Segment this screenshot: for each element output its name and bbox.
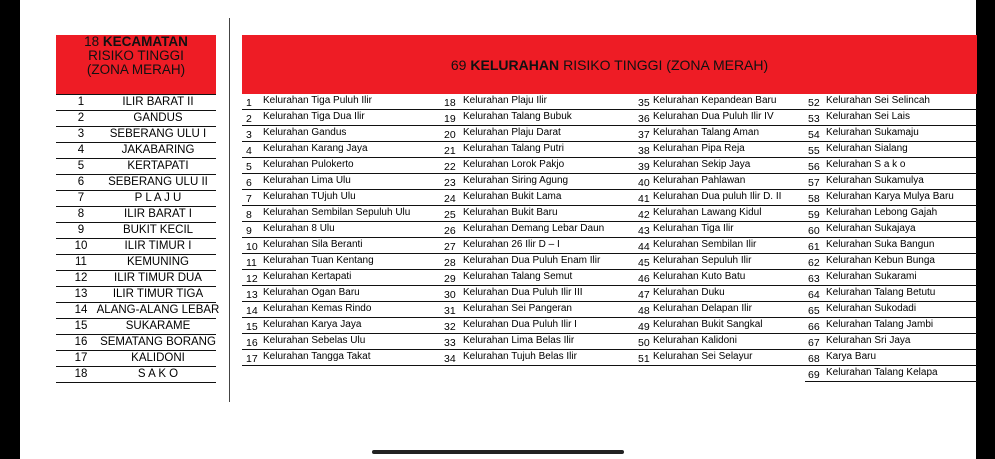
kelurahan-row	[242, 190, 440, 206]
kelurahan-name: Kelurahan Sei Selayur	[653, 351, 753, 362]
kelurahan-row	[440, 126, 634, 142]
kelurahan-row	[440, 174, 634, 190]
kelurahan-name: Kelurahan Sukajaya	[826, 223, 916, 234]
kelurahan-name: Kelurahan Sekip Jaya	[653, 159, 751, 170]
kecamatan-name: KALIDONI	[131, 352, 185, 364]
kelurahan-name: Kelurahan Pipa Reja	[653, 143, 745, 154]
kelurahan-row	[242, 350, 440, 366]
kelurahan-name: Kelurahan Talang Jambi	[826, 319, 934, 330]
kelurahan-name: Kelurahan Suka Bangun	[826, 239, 935, 250]
kelurahan-row	[805, 366, 977, 382]
kelurahan-number: 52	[808, 97, 820, 109]
kelurahan-row	[805, 158, 977, 174]
kelurahan-name: Kelurahan Gandus	[263, 127, 347, 138]
kelurahan-row	[805, 270, 977, 286]
kelurahan-row	[805, 110, 977, 126]
kecamatan-number: 3	[77, 128, 85, 140]
kelurahan-number: 24	[444, 193, 456, 205]
kelurahan-row	[440, 334, 634, 350]
kelurahan-name: Kelurahan Dua puluh Ilir D. II	[653, 191, 782, 202]
kelurahan-row	[440, 190, 634, 206]
kelurahan-name: Kelurahan Sukamulya	[826, 175, 924, 186]
kelurahan-name: Kelurahan Kalidoni	[653, 335, 737, 346]
kecamatan-name: SEBERANG ULU I	[109, 128, 207, 140]
kecamatan-number: 2	[77, 112, 85, 124]
kelurahan-row	[242, 238, 440, 254]
kelurahan-name: Kelurahan Karya Jaya	[263, 319, 362, 330]
kelurahan-number: 55	[808, 145, 820, 157]
kelurahan-name: Kelurahan Sepuluh Ilir	[653, 255, 752, 266]
kelurahan-number: 14	[246, 305, 258, 317]
kecamatan-row	[56, 127, 216, 143]
kecamatan-row	[56, 303, 220, 319]
kelurahan-header	[242, 35, 977, 94]
kecamatan-name: GANDUS	[133, 112, 183, 124]
kelurahan-row	[242, 270, 440, 286]
kelurahan-number: 45	[638, 257, 650, 269]
kelurahan-name: Kelurahan S a k o	[826, 159, 906, 170]
kelurahan-name: Kelurahan TUjuh Ulu	[263, 191, 356, 202]
kecamatan-name: ILIR TIMUR I	[124, 240, 192, 252]
kelurahan-number: 65	[808, 305, 820, 317]
kelurahan-number: 60	[808, 225, 820, 237]
kelurahan-number: 10	[246, 241, 258, 253]
kelurahan-name: Kelurahan Pahlawan	[653, 175, 746, 186]
kecamatan-row	[56, 143, 216, 159]
kelurahan-name: Kelurahan Ogan Baru	[263, 287, 360, 298]
kelurahan-row	[242, 334, 440, 350]
kecamatan-header-title: KECAMATAN	[102, 35, 188, 49]
kelurahan-name: Kelurahan Sri Jaya	[826, 335, 911, 346]
kecamatan-number: 9	[77, 224, 85, 236]
kelurahan-number: 48	[638, 305, 650, 317]
kelurahan-row	[440, 350, 634, 366]
kelurahan-name: Kelurahan Tiga Ilir	[653, 223, 734, 234]
kelurahan-number: 20	[444, 129, 456, 141]
kelurahan-name: Kelurahan 26 Ilir D – I	[463, 239, 560, 250]
kecamatan-name: P L A J U	[134, 192, 182, 204]
kelurahan-number: 44	[638, 241, 650, 253]
kelurahan-name: Kelurahan Sei Pangeran	[463, 303, 572, 314]
kelurahan-name: Kelurahan Sukodadi	[826, 303, 917, 314]
kelurahan-name: Kelurahan Tiga Dua Ilir	[263, 111, 365, 122]
kecamatan-name: ILIR TIMUR TIGA	[112, 288, 204, 300]
kelurahan-name: Kelurahan Sembilan Ilir	[653, 239, 757, 250]
kelurahan-row	[242, 206, 440, 222]
kelurahan-number: 25	[444, 209, 456, 221]
kelurahan-name: Kelurahan Dua Puluh Enam Ilir	[463, 255, 601, 266]
kecamatan-header-line3: (ZONA MERAH)	[86, 62, 186, 77]
kelurahan-name: Kelurahan Talang Betutu	[826, 287, 936, 298]
kecamatan-row	[56, 175, 216, 191]
kecamatan-row	[56, 271, 216, 287]
kelurahan-row	[634, 142, 805, 158]
kelurahan-number: 18	[444, 97, 456, 109]
kelurahan-row	[805, 254, 977, 270]
kelurahan-number: 43	[638, 225, 650, 237]
kelurahan-row	[634, 222, 805, 238]
kelurahan-header-title: KELURAHAN	[470, 56, 560, 73]
kelurahan-name: Kelurahan Demang Lebar Daun	[463, 223, 605, 234]
kelurahan-name: Kelurahan Sila Beranti	[263, 239, 363, 250]
kelurahan-row	[805, 190, 977, 206]
kelurahan-row	[440, 94, 634, 110]
kelurahan-row	[440, 206, 634, 222]
kelurahan-name: Kelurahan Duku	[653, 287, 725, 298]
kecamatan-number: 7	[77, 192, 85, 204]
kelurahan-number: 59	[808, 209, 820, 221]
kelurahan-row	[634, 110, 805, 126]
kelurahan-number: 4	[246, 145, 252, 157]
kelurahan-name: Kelurahan Plaju Darat	[463, 127, 561, 138]
kelurahan-name: Kelurahan Talang Aman	[653, 127, 760, 138]
kecamatan-name: SEMATANG BORANG	[100, 336, 216, 348]
kelurahan-row	[242, 158, 440, 174]
kecamatan-row	[56, 335, 216, 351]
kelurahan-name: Kelurahan Lorok Pakjo	[463, 159, 565, 170]
kecamatan-number: 14	[74, 304, 88, 316]
kelurahan-row	[634, 302, 805, 318]
kecamatan-name: S A K O	[137, 368, 179, 380]
kelurahan-row	[805, 206, 977, 222]
kecamatan-name: JAKABARING	[121, 144, 195, 156]
kelurahan-number: 27	[444, 241, 456, 253]
kelurahan-name: Kelurahan Sembilan Sepuluh Ulu	[263, 207, 411, 218]
kecamatan-number: 6	[77, 176, 85, 188]
kecamatan-row	[56, 191, 216, 207]
kelurahan-number: 42	[638, 209, 650, 221]
kelurahan-row	[805, 318, 977, 334]
kecamatan-table	[56, 94, 220, 383]
kelurahan-number: 58	[808, 193, 820, 205]
kelurahan-number: 15	[246, 321, 258, 333]
kecamatan-row	[56, 159, 216, 175]
kelurahan-row	[634, 190, 805, 206]
kelurahan-name: Kelurahan Talang Bubuk	[463, 111, 572, 122]
kelurahan-name: Kelurahan Siring Agung	[463, 175, 569, 186]
kelurahan-row	[440, 142, 634, 158]
kelurahan-name: Kelurahan Sei Selincah	[826, 95, 930, 106]
kelurahan-name: Kelurahan Lima Belas Ilir	[463, 335, 575, 346]
kelurahan-number: 33	[444, 337, 456, 349]
kelurahan-row	[634, 238, 805, 254]
kecamatan-name: ILIR BARAT II	[122, 96, 194, 108]
kelurahan-name: Kelurahan Tangga Takat	[263, 351, 371, 362]
kelurahan-name: Kelurahan Lawang Kidul	[653, 207, 762, 218]
kelurahan-number: 69	[808, 369, 820, 381]
kelurahan-name: Karya Baru	[826, 351, 877, 362]
kelurahan-name: Kelurahan Sukarami	[826, 271, 917, 282]
kelurahan-row	[634, 270, 805, 286]
kelurahan-row	[440, 222, 634, 238]
kecamatan-header	[56, 35, 216, 94]
kelurahan-number: 35	[638, 97, 650, 109]
kelurahan-number: 57	[808, 177, 820, 189]
kelurahan-name: Kelurahan Karya Mulya Baru	[826, 191, 954, 202]
kelurahan-row	[634, 126, 805, 142]
kecamatan-number: 5	[77, 160, 85, 172]
kelurahan-row	[805, 126, 977, 142]
kelurahan-number: 8	[246, 209, 252, 221]
kecamatan-row	[56, 255, 216, 271]
kelurahan-name: Kelurahan Lebong Gajah	[826, 207, 938, 218]
kelurahan-row	[634, 334, 805, 350]
kelurahan-name: Kelurahan Pulokerto	[263, 159, 354, 170]
kelurahan-number: 17	[246, 353, 258, 365]
kelurahan-name: Kelurahan Tuan Kentang	[263, 255, 374, 266]
kecamatan-name: SUKARAME	[125, 320, 191, 332]
kelurahan-column-4	[805, 94, 977, 382]
kelurahan-name: Kelurahan Kertapati	[263, 271, 352, 282]
kelurahan-number: 46	[638, 273, 650, 285]
kelurahan-row	[242, 94, 440, 110]
kelurahan-row	[440, 158, 634, 174]
kelurahan-row	[242, 222, 440, 238]
kelurahan-row	[242, 302, 440, 318]
kelurahan-number: 13	[246, 289, 258, 301]
kelurahan-number: 11	[246, 257, 257, 269]
kelurahan-number: 64	[808, 289, 820, 301]
kelurahan-row	[440, 318, 634, 334]
kelurahan-row	[440, 238, 634, 254]
kelurahan-row	[634, 206, 805, 222]
kecamatan-row	[56, 367, 216, 383]
kelurahan-number: 54	[808, 129, 820, 141]
kelurahan-row	[805, 142, 977, 158]
kecamatan-number: 15	[74, 320, 88, 332]
kelurahan-name: Kelurahan Kuto Batu	[653, 271, 746, 282]
kecamatan-number: 1	[77, 96, 85, 108]
kelurahan-name: Kelurahan Kebun Bunga	[826, 255, 935, 266]
kelurahan-row	[805, 94, 977, 110]
kelurahan-number: 3	[246, 129, 252, 141]
kelurahan-name: Kelurahan Bukit Lama	[463, 191, 562, 202]
kecamatan-name: KEMUNING	[127, 256, 189, 268]
kelurahan-number: 47	[638, 289, 650, 301]
kecamatan-count: 18	[84, 35, 100, 49]
kecamatan-number: 10	[74, 240, 88, 252]
kelurahan-number: 19	[444, 113, 456, 125]
kecamatan-number: 12	[74, 272, 88, 284]
kelurahan-number: 38	[638, 145, 650, 157]
kelurahan-row	[242, 286, 440, 302]
kelurahan-row	[242, 254, 440, 270]
kelurahan-row	[805, 286, 977, 302]
kelurahan-name: Kelurahan Sebelas Ulu	[263, 335, 366, 346]
kelurahan-row	[242, 126, 440, 142]
kelurahan-name: Kelurahan Sukamaju	[826, 127, 919, 138]
kelurahan-number: 22	[444, 161, 456, 173]
kelurahan-number: 7	[246, 193, 252, 205]
kelurahan-row	[634, 158, 805, 174]
kelurahan-row	[634, 286, 805, 302]
kelurahan-number: 37	[638, 129, 650, 141]
kelurahan-number: 23	[444, 177, 456, 189]
kelurahan-name: Kelurahan Talang Kelapa	[826, 367, 938, 378]
kelurahan-number: 31	[444, 305, 456, 317]
kecamatan-row	[56, 111, 216, 127]
kelurahan-name: Kelurahan Lima Ulu	[263, 175, 351, 186]
kelurahan-count: 69	[450, 56, 467, 73]
kelurahan-row	[805, 334, 977, 350]
kelurahan-number: 6	[246, 177, 252, 189]
kelurahan-name: Kelurahan Tujuh Belas Ilir	[463, 351, 577, 362]
kelurahan-column-2	[440, 94, 634, 366]
kelurahan-row	[634, 318, 805, 334]
kelurahan-number: 62	[808, 257, 820, 269]
kelurahan-number: 2	[246, 113, 252, 125]
kelurahan-name: Kelurahan Bukit Baru	[463, 207, 558, 218]
kelurahan-row	[634, 254, 805, 270]
kelurahan-name: Kelurahan Talang Semut	[463, 271, 573, 282]
kecamatan-row	[56, 239, 216, 255]
kelurahan-name: Kelurahan Kepandean Baru	[653, 95, 777, 106]
kelurahan-row	[440, 286, 634, 302]
kelurahan-header-rest: RISIKO TINGGI (ZONA MERAH)	[563, 56, 769, 73]
kelurahan-number: 39	[638, 161, 650, 173]
kecamatan-name: SEBERANG ULU II	[108, 176, 208, 188]
kelurahan-number: 41	[638, 193, 650, 205]
kelurahan-number: 29	[444, 273, 456, 285]
kelurahan-row	[805, 238, 977, 254]
kelurahan-row	[242, 318, 440, 334]
kelurahan-number: 21	[444, 145, 456, 157]
kelurahan-name: Kelurahan Dua Puluh Ilir III	[463, 287, 583, 298]
kelurahan-row	[805, 174, 977, 190]
kecamatan-row	[56, 207, 216, 223]
kelurahan-number: 1	[246, 97, 252, 109]
document-page	[20, 0, 976, 459]
kecamatan-name: ALANG-ALANG LEBAR	[96, 304, 220, 316]
kelurahan-number: 16	[246, 337, 258, 349]
kelurahan-column-3	[634, 94, 805, 366]
kecamatan-number: 18	[74, 368, 88, 380]
kelurahan-number: 30	[444, 289, 456, 301]
kelurahan-name: Kelurahan Kemas Rindo	[263, 303, 372, 314]
kelurahan-number: 66	[808, 321, 820, 333]
kelurahan-number: 12	[246, 273, 258, 285]
kelurahan-name: Kelurahan Tiga Puluh Ilir	[263, 95, 372, 106]
kelurahan-row	[634, 94, 805, 110]
kelurahan-row	[242, 110, 440, 126]
kecamatan-name: BUKIT KECIL	[122, 224, 194, 236]
kelurahan-number: 63	[808, 273, 820, 285]
kelurahan-number: 36	[638, 113, 650, 125]
kelurahan-number: 34	[444, 353, 456, 365]
kelurahan-row	[242, 174, 440, 190]
kelurahan-name: Kelurahan Dua Puluh Ilir IV	[653, 111, 774, 122]
kelurahan-row	[805, 350, 977, 366]
kelurahan-row	[242, 142, 440, 158]
kecamatan-number: 8	[77, 208, 85, 220]
kecamatan-row	[56, 223, 216, 239]
kecamatan-name: ILIR BARAT I	[124, 208, 192, 220]
kecamatan-row	[56, 351, 216, 367]
kelurahan-name: Kelurahan Delapan Ilir	[653, 303, 752, 314]
vertical-divider	[229, 18, 230, 402]
kecamatan-row	[56, 287, 216, 303]
kelurahan-number: 50	[638, 337, 650, 349]
kelurahan-row	[634, 174, 805, 190]
kelurahan-row	[634, 350, 805, 366]
kecamatan-header-line2: RISIKO TINGGI	[88, 48, 184, 63]
kelurahan-name: Kelurahan 8 Ulu	[263, 223, 335, 234]
kelurahan-number: 26	[444, 225, 456, 237]
kelurahan-row	[440, 254, 634, 270]
kelurahan-name: Kelurahan Bukit Sangkal	[653, 319, 763, 330]
kelurahan-number: 51	[638, 353, 650, 365]
kelurahan-number: 49	[638, 321, 650, 333]
kelurahan-row	[440, 270, 634, 286]
kelurahan-number: 9	[246, 225, 252, 237]
kelurahan-name: Kelurahan Sei Lais	[826, 111, 910, 122]
kelurahan-row	[440, 302, 634, 318]
kecamatan-number: 16	[74, 336, 88, 348]
kecamatan-row	[56, 319, 216, 335]
kelurahan-name: Kelurahan Karang Jaya	[263, 143, 368, 154]
kelurahan-number: 67	[808, 337, 820, 349]
kecamatan-number: 4	[77, 144, 85, 156]
kelurahan-number: 53	[808, 113, 820, 125]
kelurahan-row	[805, 222, 977, 238]
kelurahan-number: 40	[638, 177, 650, 189]
kelurahan-name: Kelurahan Talang Putri	[463, 143, 564, 154]
kelurahan-row	[805, 302, 977, 318]
kecamatan-number: 13	[74, 288, 88, 300]
kecamatan-name: ILIR TIMUR DUA	[114, 272, 202, 284]
kecamatan-row	[56, 95, 216, 111]
kecamatan-number: 17	[74, 352, 88, 364]
home-indicator[interactable]	[372, 450, 624, 454]
kelurahan-number: 61	[808, 241, 820, 253]
kecamatan-name: KERTAPATI	[127, 160, 189, 172]
kelurahan-number: 28	[444, 257, 456, 269]
kelurahan-name: Kelurahan Sialang	[826, 143, 908, 154]
kelurahan-number: 32	[444, 321, 456, 333]
kelurahan-number: 68	[808, 353, 820, 365]
kelurahan-row	[440, 110, 634, 126]
kelurahan-number: 56	[808, 161, 820, 173]
kelurahan-number: 5	[246, 161, 252, 173]
kelurahan-name: Kelurahan Dua Puluh Ilir I	[463, 319, 577, 330]
kelurahan-column-1	[242, 94, 440, 366]
kelurahan-name: Kelurahan Plaju Ilir	[463, 95, 547, 106]
kecamatan-number: 11	[75, 256, 87, 268]
